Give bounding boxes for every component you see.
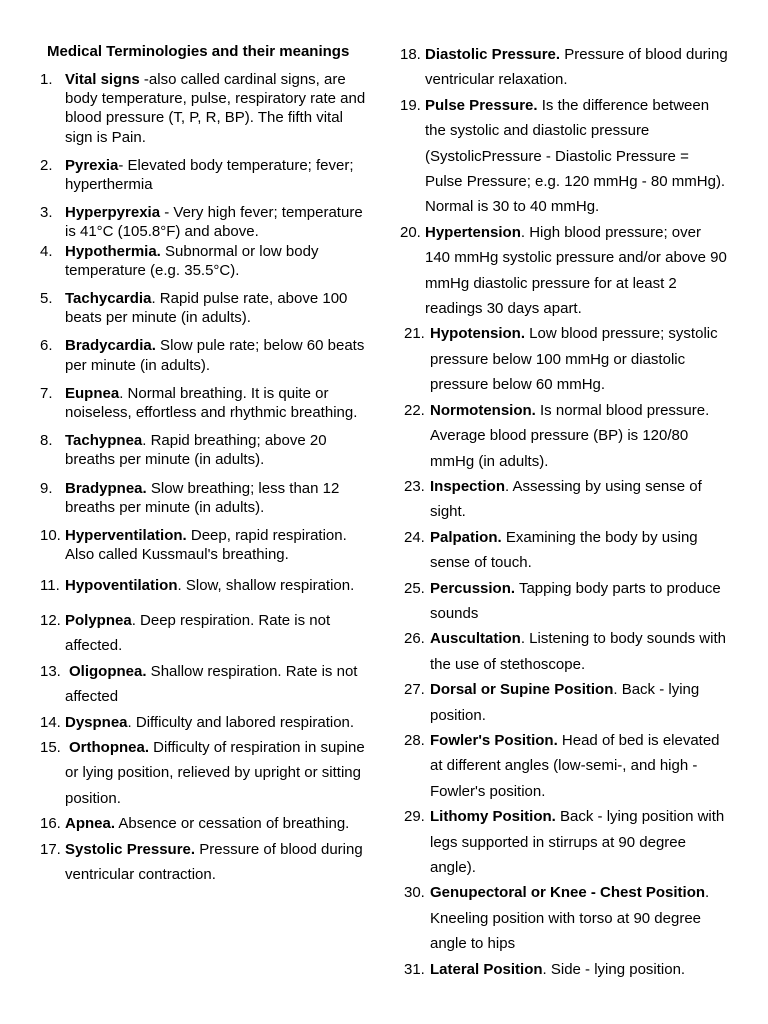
term-definition: Is the difference between the systolic and diastolic pressure (SystolicPressure - Diastolic Pressure = Pulse Pressure; e.g. 120 mmHg - 80 mmHg). Normal is 30 to 40 mmHg.: [425, 96, 726, 216]
term-item-1: [40, 70, 370, 147]
term-name: Lateral Position: [430, 960, 543, 978]
term-item-26: [400, 626, 730, 677]
item-number: 16.: [40, 815, 61, 833]
term-name: Hypothermia.: [65, 242, 161, 260]
term-definition: . Normal breathing. It is quite or noiseless, effortless and rhythmic breathing.: [65, 384, 358, 422]
term-name: Apnea.: [65, 815, 116, 833]
item-number: 8.: [40, 432, 53, 450]
item-number: 30.: [404, 884, 425, 902]
term-item-10: [40, 526, 370, 564]
term-item-15: [40, 735, 370, 811]
term-definition: Back - lying position with legs supported in stirrups at 90 degree angle).: [430, 808, 725, 876]
term-definition: Absence or cessation of breathing.: [115, 815, 350, 833]
term-item-24: [400, 525, 730, 576]
item-number: 15.: [40, 738, 61, 756]
item-number: 7.: [40, 384, 53, 402]
item-number: 31.: [404, 960, 425, 978]
term-name: Normotension.: [430, 401, 536, 419]
term-name: Percussion.: [430, 579, 516, 597]
term-name: Hypoventilation: [65, 577, 178, 595]
term-item-27: [400, 677, 730, 728]
term-name: Eupnea: [65, 384, 120, 402]
term-definition: . Difficulty and labored respiration.: [127, 713, 355, 731]
term-definition: - Very high fever; temperature is 41°C (105.8°F) and above.: [65, 204, 363, 241]
term-name: Bradypnea.: [65, 479, 147, 497]
term-definition: . Slow, shallow respiration.: [177, 577, 355, 595]
term-definition: . High blood pressure; over 140 mmHg systolic pressure and/or above 90 mmHg diastolic pressure for at least 2 readings 30 days apart.: [425, 223, 727, 318]
term-item-29: [400, 804, 730, 880]
term-name: Tachypnea: [65, 432, 143, 450]
term-definition: . Rapid pulse rate, above 100 beats per minute (in adults).: [65, 290, 348, 327]
term-name: Oligopnea.: [69, 662, 147, 680]
term-item-3: [40, 203, 370, 241]
term-name: Auscultation: [430, 630, 521, 648]
page-title: Medical Terminologies and their meanings: [47, 43, 350, 60]
term-name: Tachycardia: [65, 290, 152, 308]
term-definition: . Assessing by using sense of sight.: [430, 477, 702, 521]
item-number: 27.: [404, 681, 425, 699]
term-definition: -also called cardinal signs, are body temperature, pulse, respiratory rate and blood pressure (T, P, R, BP). The fifth vital sign is Pain.: [65, 71, 366, 146]
item-number: 9.: [40, 479, 53, 497]
term-name: Hyperventilation.: [65, 527, 187, 545]
term-item-17: [40, 837, 370, 888]
item-number: 6.: [40, 337, 53, 355]
item-number: 25.: [404, 579, 425, 597]
item-number: 24.: [404, 528, 425, 546]
item-number: 2.: [40, 156, 53, 174]
right-column: [400, 42, 730, 982]
term-definition: Slow breathing; less than 12 breaths per minute (in adults).: [65, 479, 340, 516]
term-name: Hypotension.: [430, 325, 526, 343]
term-definition: . Deep respiration. Rate is not affected.: [65, 611, 331, 655]
item-number: 28.: [404, 731, 425, 749]
term-name: Lithomy Position.: [430, 808, 556, 826]
item-number: 22.: [404, 401, 425, 419]
term-name: Inspection: [430, 477, 506, 495]
term-item-16: [40, 811, 370, 836]
term-item-11: [40, 573, 370, 598]
item-number: 18.: [400, 46, 421, 63]
term-name: Palpation.: [430, 528, 502, 546]
term-name: Pyrexia: [65, 156, 119, 174]
term-definition: . Rapid breathing; above 20 breaths per minute (in adults).: [65, 432, 327, 469]
term-item-2: [40, 156, 370, 194]
item-number: 5.: [40, 290, 53, 308]
item-number: 23.: [404, 477, 425, 495]
term-name: Dyspnea: [65, 713, 128, 731]
item-number: 14.: [40, 713, 61, 731]
term-item-22: [400, 398, 730, 474]
item-number: 3.: [40, 204, 53, 222]
term-item-23: [400, 474, 730, 525]
item-number: 12.: [40, 611, 61, 629]
term-item-13: [40, 659, 370, 710]
term-item-14: [40, 710, 370, 735]
item-number: 21.: [404, 325, 425, 343]
term-definition: Subnormal or low body temperature (e.g. 35.5°C).: [65, 242, 319, 279]
term-item-28: [400, 728, 730, 804]
term-definition: Slow pule rate; below 60 beats per minute (in adults).: [65, 337, 365, 374]
term-definition: Head of bed is elevated at different angles (low-semi-, and high - Fowler's position.: [430, 731, 720, 800]
item-number: 29.: [404, 808, 425, 826]
term-item-21: [400, 321, 730, 397]
term-name: Pulse Pressure.: [425, 96, 538, 114]
term-definition: . Back - lying position.: [430, 681, 700, 724]
term-item-30: [400, 880, 730, 956]
item-number: 4.: [40, 242, 53, 260]
term-definition: Low blood pressure; systolic pressure below 100 mmHg or diastolic pressure below 60 mmHg.: [430, 325, 718, 394]
term-item-6: [40, 336, 370, 374]
item-number: 19.: [400, 96, 421, 114]
term-item-5: [40, 289, 370, 327]
term-item-18: [400, 42, 730, 93]
term-item-7: [40, 384, 370, 422]
term-name: Orthopnea.: [69, 738, 150, 756]
item-number: 20.: [400, 223, 421, 241]
term-item-9: [40, 479, 370, 517]
term-name: Polypnea: [65, 611, 132, 629]
term-item-20: [400, 220, 730, 322]
term-name: Vital signs: [65, 71, 140, 88]
term-definition: . Kneeling position with torso at 90 degree angle to hips: [430, 884, 710, 953]
term-name: Bradycardia.: [65, 337, 156, 355]
term-name: Dorsal or Supine Position: [430, 681, 614, 699]
term-definition: Is normal blood pressure. Average blood pressure (BP) is 120/80 mmHg (in adults).: [430, 401, 710, 470]
item-number: 10.: [40, 527, 61, 545]
term-item-4: [40, 242, 370, 280]
left-column: [40, 42, 370, 887]
term-definition: - Elevated body temperature; fever; hyperthermia: [65, 156, 354, 194]
term-definition: Deep, rapid respiration. Also called Kussmaul's breathing.: [65, 527, 347, 564]
term-name: Hypertension: [425, 223, 521, 241]
term-item-25: [400, 576, 730, 627]
term-name: Genupectoral or Knee - Chest Position: [430, 884, 706, 902]
item-number: 17.: [40, 840, 61, 858]
term-definition: . Side - lying position.: [542, 960, 686, 978]
term-item-31: [400, 957, 730, 982]
term-definition: . Listening to body sounds with the use of stethoscope.: [430, 630, 726, 673]
term-item-12: [40, 608, 370, 659]
term-name: Diastolic Pressure.: [425, 46, 561, 63]
term-definition: Pressure of blood during ventricular contraction.: [65, 840, 363, 883]
item-number: 13.: [40, 662, 61, 680]
term-definition: Examining the body by using sense of touch.: [430, 528, 698, 572]
term-item-8: [40, 431, 370, 469]
term-definition: Difficulty of respiration in supine or lying position, relieved by upright or sitting position.: [65, 738, 365, 807]
term-item-19: [400, 93, 730, 220]
item-number: 26.: [404, 630, 425, 648]
term-definition: Shallow respiration. Rate is not affected: [65, 662, 358, 706]
term-name: Hyperpyrexia: [65, 204, 161, 222]
item-number: 1.: [40, 71, 53, 88]
term-name: Systolic Pressure.: [65, 840, 196, 858]
term-name: Fowler's Position.: [430, 731, 558, 749]
term-definition: Pressure of blood during ventricular relaxation.: [425, 46, 728, 89]
term-definition: Tapping body parts to produce sounds: [430, 579, 721, 622]
item-number: 11.: [40, 577, 60, 595]
